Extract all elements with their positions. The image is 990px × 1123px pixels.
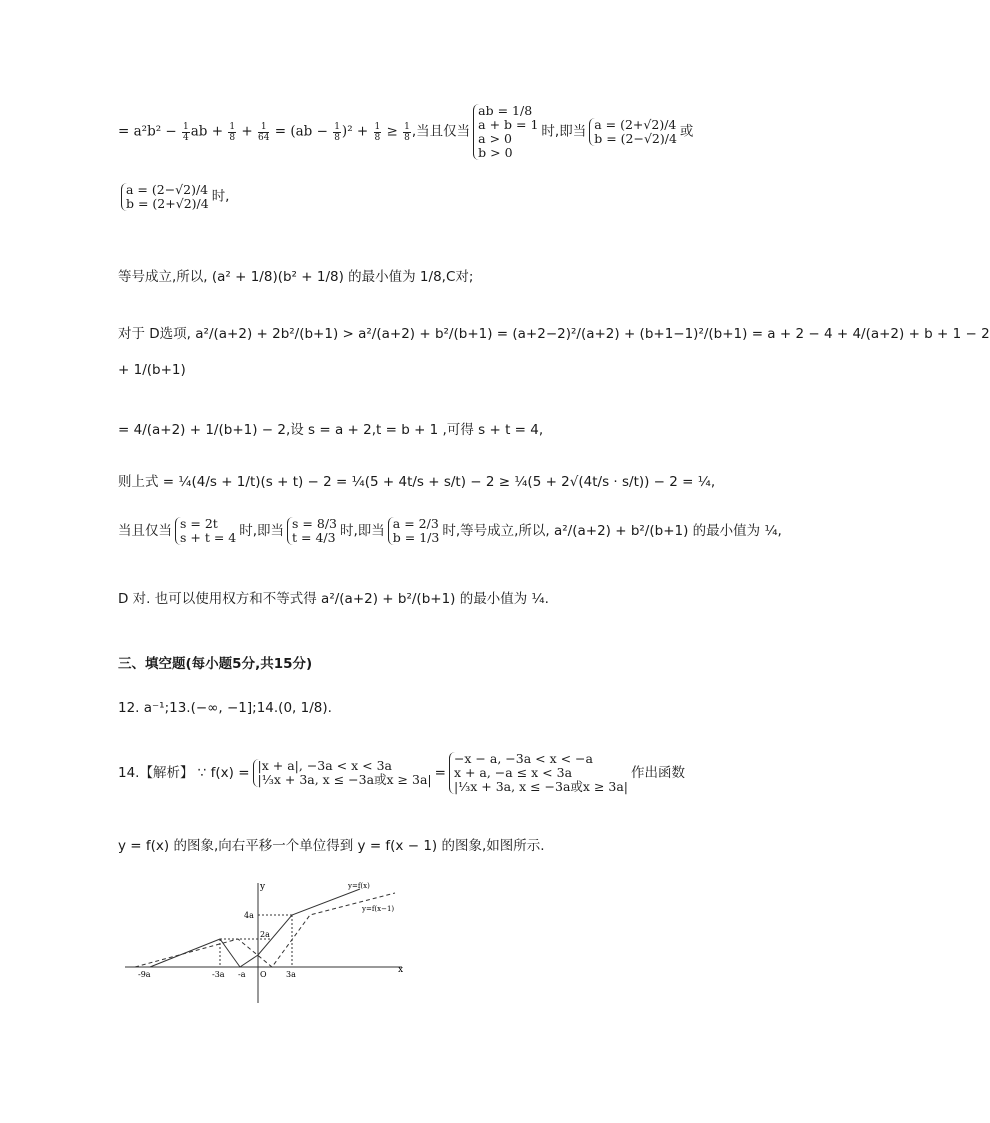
- answers-line: 12. a⁻¹;13.(−∞, −1];14.(0, 1/8).: [118, 700, 332, 716]
- text: 作出函数: [631, 765, 686, 781]
- text: 当且仅当: [118, 523, 172, 539]
- equation-line-2: [118, 183, 764, 211]
- label-nega: -a: [238, 970, 246, 979]
- system-5: s = 8/3 t = 4/3: [287, 517, 337, 545]
- label-2a: 2a: [260, 930, 270, 939]
- label-origin: O: [260, 970, 267, 979]
- text: +: [237, 123, 257, 140]
- system-1: ab = 1/8 a + b = 1 a > 0 b > 0: [473, 104, 538, 160]
- text: ab +: [190, 123, 228, 140]
- text: ,当且仅当: [411, 123, 471, 140]
- curve-f: [150, 889, 360, 967]
- label-curve-f: y=f(x): [348, 882, 370, 890]
- fraction: $\frac{1}{8}$: [404, 121, 410, 143]
- equation-line-1: [118, 104, 764, 160]
- text: )² +: [341, 123, 373, 140]
- text: 或: [679, 123, 694, 140]
- text: ≥: [382, 123, 403, 140]
- label-4a: 4a: [244, 911, 254, 920]
- system-4: s = 2t s + t = 4: [175, 517, 236, 545]
- text-line-6: = 4/(a+2) + 1/(b+1) − 2,设 s = a + 2,t = b + 1 ,可得 s + t = 4,: [118, 422, 544, 438]
- text: = (ab −: [270, 123, 333, 140]
- text: 时,即当: [339, 523, 385, 539]
- text: 14.【解析】 ∵ f(x) =: [118, 765, 250, 781]
- system-7: |x + a|, −3a < x < 3a |⅓x + 3a, x ≤ −3a或x ≥ 3a|: [253, 759, 432, 787]
- text-line-3: 等号成立,所以, (a² + 1/8)(b² + 1/8) 的最小值为 1/8,C对;: [118, 269, 474, 285]
- system-6: a = 2/3 b = 1/3: [388, 517, 440, 545]
- text-line-8: [118, 516, 782, 545]
- fraction: $\frac{1}{4}$: [183, 121, 189, 143]
- text: =: [434, 765, 446, 781]
- label-neg3a: -3a: [212, 970, 225, 979]
- text-line-11: [118, 752, 764, 794]
- system-3: a = (2−√2)/4 b = (2+√2)/4: [121, 183, 209, 211]
- text: 时,即当: [239, 523, 285, 539]
- label-3a: 3a: [286, 970, 296, 979]
- function-graph: [120, 875, 420, 1010]
- system-8: −x − a, −3a < x < −a x + a, −a ≤ x < 3a |⅓x + 3a, x ≤ −3a或x ≥ 3a|: [449, 752, 628, 794]
- text: = a²b² −: [118, 123, 182, 140]
- fraction: $\frac{1}{8}$: [334, 121, 340, 143]
- fraction: $\frac{1}{8}$: [374, 121, 381, 143]
- label-neg9a: -9a: [138, 970, 151, 979]
- section-heading: 三、填空题(每小题5分,共15分): [118, 656, 313, 672]
- text: 时,等号成立,所以, a²/(a+2) + b²/(b+1) 的最小值为 ¼,: [442, 523, 782, 539]
- text-line-4: 对于 D选项, a²/(a+2) + 2b²/(b+1) > a²/(a+2) + b²/(b+1) = (a+2−2)²/(a+2) + (b+1−1)²/(b+1) = a + 2 − 4 + 4/(a+2) + b + 1 − 2: [118, 326, 990, 342]
- text-line-12: y = f(x) 的图象,向右平移一个单位得到 y = f(x − 1) 的图象,如图所示.: [118, 838, 545, 854]
- fraction: $\frac{1}{64}$: [257, 121, 270, 143]
- system-2: a = (2+√2)/4 b = (2−√2)/4: [589, 118, 677, 146]
- text: 时,: [211, 188, 230, 205]
- label-x: x: [398, 965, 404, 975]
- text: 时,即当: [541, 123, 587, 140]
- label-curve-f-shifted: y=f(x−1): [362, 905, 395, 913]
- text-line-9: D 对. 也可以使用权方和不等式得 a²/(a+2) + b²/(b+1) 的最小值为 ¼.: [118, 591, 549, 607]
- text-line-5: + 1/(b+1): [118, 362, 186, 378]
- text-line-7: 则上式 = ¼(4/s + 1/t)(s + t) − 2 = ¼(5 + 4t/s + s/t) − 2 ≥ ¼(5 + 2√(4t/s · s/t)) − 2 = ¼,: [118, 474, 716, 490]
- label-y: y: [260, 882, 266, 892]
- fraction: $\frac{1}{8}$: [229, 121, 236, 143]
